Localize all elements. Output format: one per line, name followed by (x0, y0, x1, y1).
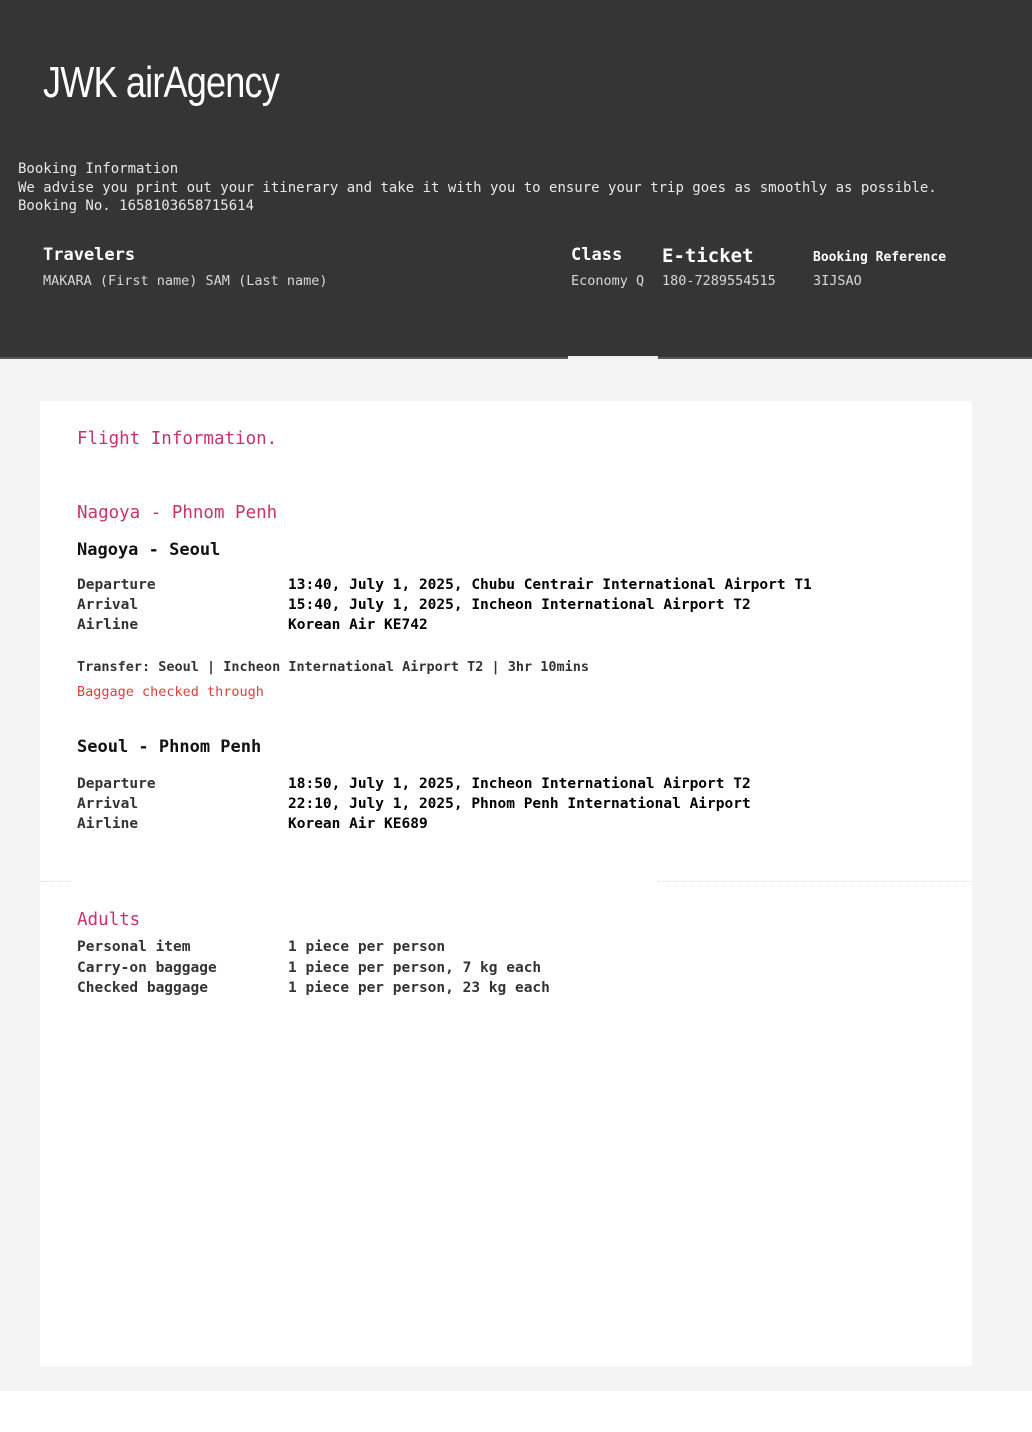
baggage-label: Personal item (77, 939, 191, 955)
leg-1-title: Nagoya - Seoul (77, 540, 221, 560)
baggage-row-personal (77, 937, 550, 958)
leg-1-airline-row (77, 615, 812, 635)
baggage-value: 1 piece per person (288, 939, 446, 955)
airline-value: Korean Air KE689 (288, 816, 428, 832)
leg-1-arrival-row (77, 595, 812, 615)
travelers-title: Travelers (43, 245, 136, 265)
eticket-column (662, 245, 776, 289)
baggage-details (77, 937, 550, 999)
leg-2-departure-row (77, 774, 751, 794)
booking-info-title: Booking Information (18, 161, 179, 177)
leg-1-details (77, 575, 812, 635)
advice-text: We advise you print out your itinerary and take it with you to ensure your trip goes as smoothly as possible. (18, 179, 937, 196)
baggage-label: Checked baggage (77, 980, 208, 996)
route-title: Nagoya - Phnom Penh (77, 503, 278, 523)
class-title: Class (571, 245, 623, 265)
leg-2-title: Seoul - Phnom Penh (77, 737, 262, 757)
baggage-value: 1 piece per person, 23 kg each (288, 980, 550, 996)
airline-value: Korean Air KE742 (288, 617, 428, 633)
travelers-value: MAKARA (First name) SAM (Last name) (43, 273, 328, 289)
booking-reference-title: Booking Reference (813, 250, 947, 265)
departure-value: 18:50, July 1, 2025, Incheon International Airport T2 (288, 776, 751, 792)
arrival-value: 22:10, July 1, 2025, Phnom Penh International Airport (288, 796, 751, 812)
adults-title: Adults (77, 910, 141, 930)
booking-info (18, 160, 937, 216)
class-column[interactable] (571, 245, 644, 289)
eticket-title: E-ticket (662, 245, 754, 267)
class-value: Economy Q (571, 273, 645, 289)
baggage-row-carry-on (77, 958, 550, 979)
leg-2-details (77, 774, 751, 834)
travelers-column (43, 245, 327, 289)
logo: JWK airAgency (43, 58, 279, 107)
baggage-checked-through: Baggage checked through (77, 684, 264, 700)
leg-2-arrival-row (77, 794, 751, 814)
baggage-label: Carry-on baggage (77, 959, 217, 976)
section-divider-right (658, 881, 972, 882)
departure-value: 13:40, July 1, 2025, Chubu Centrair International Airport T1 (288, 577, 812, 593)
arrival-label: Arrival (77, 597, 139, 613)
itinerary-card (40, 401, 972, 1366)
leg-2-airline-row (77, 814, 751, 834)
section-divider-left (40, 881, 72, 882)
departure-label: Departure (77, 577, 156, 593)
arrival-value: 15:40, July 1, 2025, Incheon International Airport T2 (288, 597, 751, 613)
leg-1-departure-row (77, 575, 812, 595)
booking-reference-column (813, 245, 946, 289)
flight-information-title: Flight Information. (77, 429, 278, 449)
baggage-row-checked (77, 978, 550, 999)
booking-number: Booking No. 1658103658715614 (18, 198, 255, 214)
eticket-value: 180-7289554515 (662, 273, 776, 289)
header (0, 0, 1032, 358)
airline-label: Airline (77, 617, 139, 633)
booking-reference-value: 3IJSAO (813, 273, 862, 289)
departure-label: Departure (77, 776, 156, 792)
airline-label: Airline (77, 816, 139, 832)
transfer-info: Transfer: Seoul | Incheon International Airport T2 | 3hr 10mins (77, 659, 590, 675)
arrival-label: Arrival (77, 796, 139, 812)
baggage-value: 1 piece per person, 7 kg each (288, 959, 542, 976)
